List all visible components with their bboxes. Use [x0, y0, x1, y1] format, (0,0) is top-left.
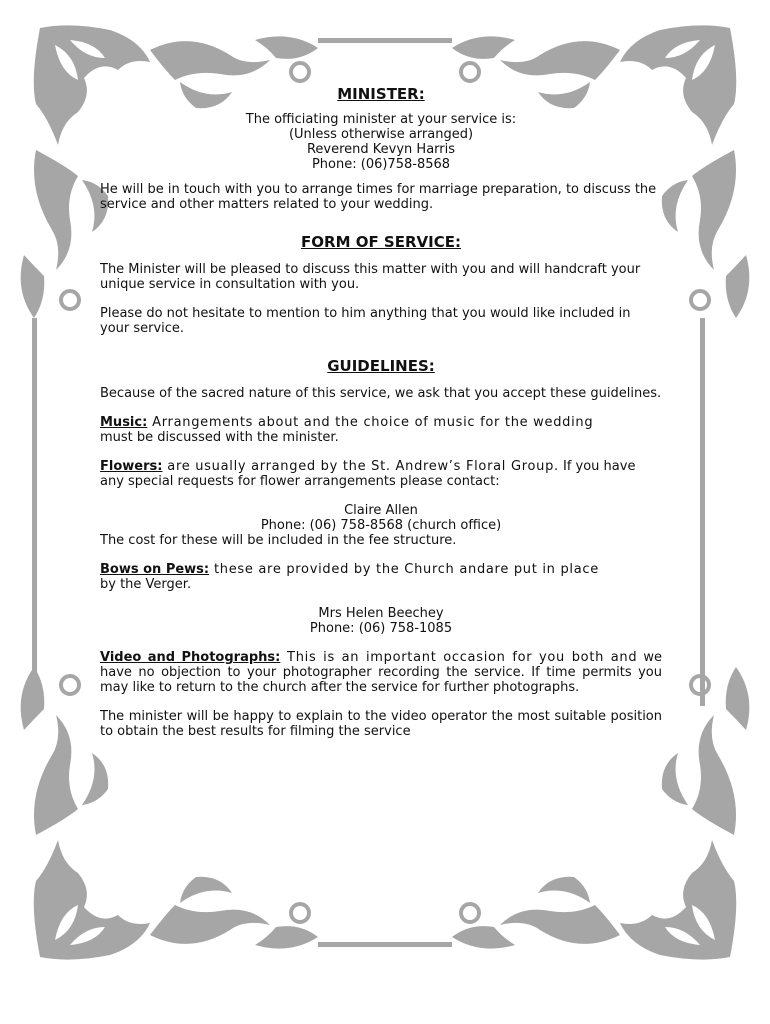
form-of-service-section — [100, 232, 662, 336]
video-text-b: we have no objection to your photographer recording the service. If time permits you may like to return to the church after the service for further photographs. — [100, 650, 662, 695]
guidelines-heading: GUIDELINES: — [327, 357, 435, 375]
flowers-text-a: are usually arranged by the St. Andrew’s Floral Group. — [162, 459, 559, 474]
form-of-service-paragraph-1: The Minister will be pleased to discuss this matter with you and will handcraft your unique service in consultation with you. — [100, 262, 641, 292]
minister-paragraph: He will be in touch with you to arrange times for marriage preparation, to discuss the service and other matters related to your wedding. — [100, 182, 657, 212]
video-label: Video and Photographs: — [100, 650, 281, 665]
minister-line-1: The officiating minister at your service is: — [245, 112, 517, 127]
minister-name: Reverend Kevyn Harris — [306, 142, 456, 157]
music-text-b: must be discussed with the minister. — [100, 430, 339, 445]
bows-paragraph — [100, 562, 662, 592]
flowers-paragraph — [100, 459, 662, 489]
minister-line-2: (Unless otherwise arranged) — [288, 127, 474, 142]
flowers-cost-note: The cost for these will be included in the fee structure. — [100, 533, 457, 548]
guidelines-intro: Because of the sacred nature of this service, we ask that you accept these guidelines. — [100, 386, 662, 401]
flowers-contact-phone: Phone: (06) 758-8568 (church office) — [260, 518, 502, 533]
minister-section — [100, 84, 662, 212]
music-label: Music: — [100, 415, 148, 430]
minister-heading: MINISTER: — [337, 85, 425, 103]
flowers-text-b: If you have any special requests for flower arrangements please contact: — [100, 459, 636, 489]
bows-contact-phone: Phone: (06) 758-1085 — [309, 621, 453, 636]
form-of-service-heading: FORM OF SERVICE: — [301, 233, 461, 251]
bows-label: Bows on Pews: — [100, 562, 210, 577]
video-paragraph — [100, 650, 662, 695]
bows-contact-name: Mrs Helen Beechey — [318, 606, 444, 621]
flowers-label: Flowers: — [100, 459, 163, 474]
guidelines-section — [100, 356, 662, 739]
minister-phone: Phone: (06)758-8568 — [311, 157, 451, 172]
flowers-contact-name: Claire Allen — [344, 503, 418, 518]
bows-text-b: by the Verger. — [100, 577, 192, 592]
bows-text-a: these are provided by the Church andare put in place — [209, 562, 599, 577]
music-paragraph — [100, 415, 662, 445]
video-paragraph-2: The minister will be happy to explain to the video operator the most suitable position to obtain the best results for filming the service — [100, 709, 662, 739]
document-body — [100, 84, 662, 739]
video-text-a: This is an important occasion for you both and — [280, 650, 638, 665]
form-of-service-paragraph-2: Please do not hesitate to mention to him anything that you would like included in your service. — [100, 306, 631, 336]
music-text-a: Arrangements about and the choice of music for the wedding — [147, 415, 594, 430]
